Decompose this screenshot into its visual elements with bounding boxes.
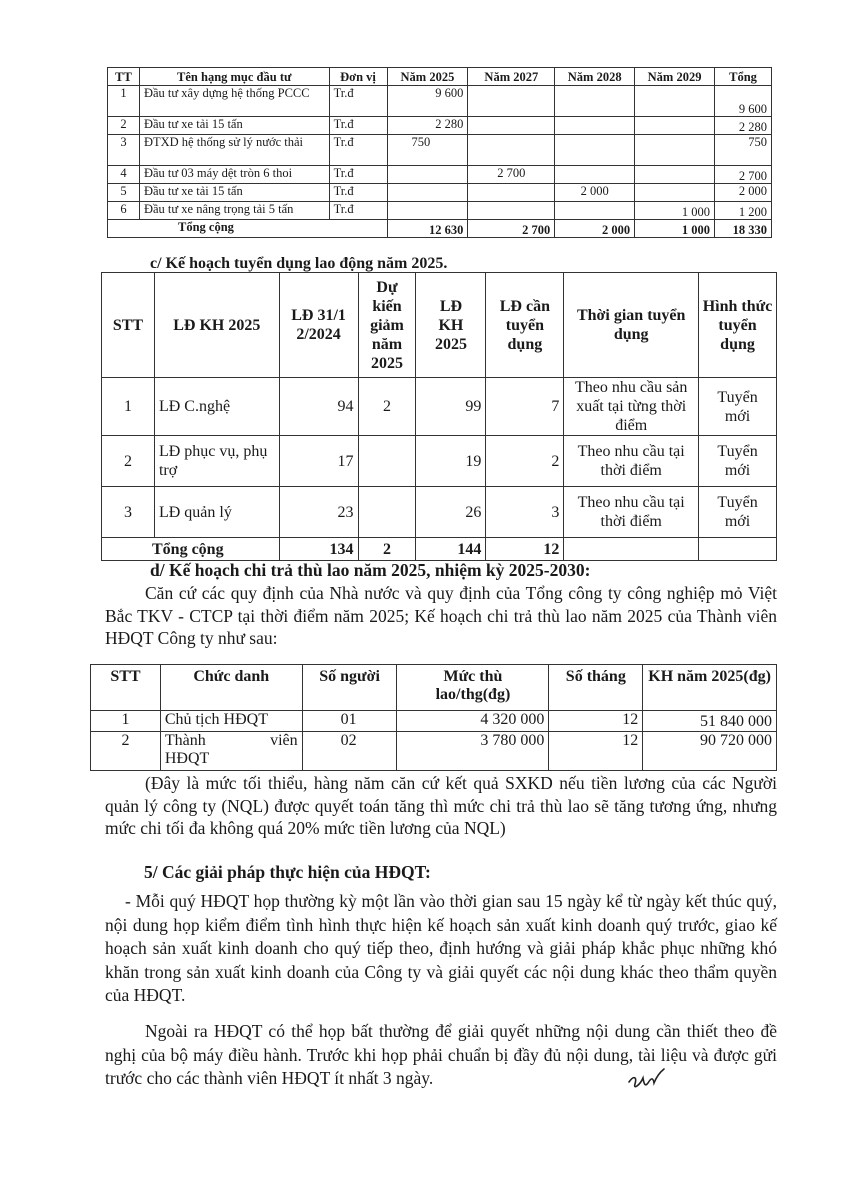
table-cell bbox=[564, 538, 699, 561]
table-cell: Tuyển mới bbox=[699, 487, 777, 538]
role-text: viên bbox=[270, 732, 298, 749]
table-cell: Đầu tư xe tải 15 tấn bbox=[139, 184, 329, 202]
column-header: LĐ cần tuyển dụng bbox=[486, 273, 564, 378]
table-header-row bbox=[91, 665, 777, 711]
table-cell: 2 280 bbox=[715, 117, 772, 135]
table-cell: Đầu tư xây dựng hệ thống PCCC bbox=[139, 86, 329, 117]
table-cell bbox=[635, 135, 715, 166]
table-cell: Đầu tư xe tải 15 tấn bbox=[139, 117, 329, 135]
table-cell: Theo nhu cầu tại thời điểm bbox=[564, 436, 699, 487]
table-cell: 750 bbox=[715, 135, 772, 166]
section-c-title: c/ Kế hoạch tuyển dụng lao động năm 2025. bbox=[150, 255, 448, 272]
table-cell: 99 bbox=[416, 378, 486, 436]
table-row bbox=[91, 732, 777, 771]
column-header: STT bbox=[102, 273, 155, 378]
table-row bbox=[108, 117, 772, 135]
table-cell: LĐ C.nghệ bbox=[154, 378, 279, 436]
table-cell bbox=[358, 436, 416, 487]
table-cell: 1 bbox=[108, 86, 140, 117]
column-header: Số tháng bbox=[549, 665, 643, 711]
table-cell: 6 bbox=[108, 202, 140, 220]
table-header-row bbox=[102, 273, 777, 378]
column-header: Hình thức tuyển dụng bbox=[699, 273, 777, 378]
section-d-title: d/ Kế hoạch chi trả thù lao năm 2025, nhiệm kỳ 2025-2030: bbox=[150, 560, 591, 580]
table-cell: 2 000 bbox=[555, 220, 635, 238]
table-cell: Chủ tịch HĐQT bbox=[160, 711, 302, 732]
column-header: Chức danh bbox=[160, 665, 302, 711]
table-header-row bbox=[108, 68, 772, 86]
table-cell: 1 bbox=[91, 711, 161, 732]
section-5-paragraph-2: Ngoài ra HĐQT có thể họp bất thường để giải quyết những nội dung cần thiết theo đề nghị của bộ máy điều hành. Trước khi họp phải chuẩn bị đầy đủ nội dung, tài liệu và được gửi trước cho các thành viên HĐQT ít nhất 3 ngày. bbox=[105, 1021, 777, 1088]
table-cell: 12 bbox=[486, 538, 564, 561]
table-cell: Theo nhu cầu sản xuất tại từng thời điểm bbox=[564, 378, 699, 436]
table-cell bbox=[358, 487, 416, 538]
column-header: Tên hạng mục đầu tư bbox=[139, 68, 329, 86]
table-cell bbox=[555, 202, 635, 220]
table-cell: 2 bbox=[358, 538, 416, 561]
table-cell: 2 700 bbox=[715, 166, 772, 184]
section-d-intro: Căn cứ các quy định của Nhà nước và quy định của Tổng công ty công nghiệp mỏ Việt Bắc TKV - CTCP tại thời điểm năm 2025; Kế hoạch chi trả thù lao năm 2025 của Thành viên HĐQT Công ty như sau: bbox=[105, 583, 777, 648]
table-cell: 1 200 bbox=[715, 202, 772, 220]
column-header: Dự kiến giảm năm 2025 bbox=[358, 273, 416, 378]
table-cell: Theo nhu cầu tại thời điểm bbox=[564, 487, 699, 538]
table-cell: Tổng cộng bbox=[108, 220, 388, 238]
table-cell: 2 000 bbox=[715, 184, 772, 202]
table-cell bbox=[555, 86, 635, 117]
table-cell: LĐ phục vụ, phụ trợ bbox=[154, 436, 279, 487]
table-cell: 3 bbox=[486, 487, 564, 538]
table-row bbox=[91, 711, 777, 732]
table-row bbox=[102, 436, 777, 487]
investment-table bbox=[107, 67, 772, 238]
table-cell bbox=[468, 117, 555, 135]
table-cell: 02 bbox=[302, 732, 397, 771]
section-5-title: 5/ Các giải pháp thực hiện của HĐQT: bbox=[144, 862, 431, 882]
table-cell bbox=[555, 135, 635, 166]
table-cell: 1 bbox=[102, 378, 155, 436]
table-cell: 750 bbox=[387, 135, 468, 166]
table-cell: 2 000 bbox=[555, 184, 635, 202]
table-cell bbox=[468, 202, 555, 220]
table-row bbox=[102, 378, 777, 436]
table-cell: 23 bbox=[279, 487, 358, 538]
table-cell: 144 bbox=[416, 538, 486, 561]
table-row bbox=[102, 487, 777, 538]
table-cell: 26 bbox=[416, 487, 486, 538]
column-header: LĐ 31/12/2024 bbox=[279, 273, 358, 378]
table-row bbox=[108, 202, 772, 220]
table-cell: Tr.đ bbox=[329, 117, 387, 135]
table-total-row bbox=[108, 220, 772, 238]
table-cell bbox=[387, 166, 468, 184]
table-cell bbox=[468, 135, 555, 166]
table-cell: Tr.đ bbox=[329, 86, 387, 117]
table-cell: Tổng cộng bbox=[102, 538, 280, 561]
table-cell: 19 bbox=[416, 436, 486, 487]
column-header: Năm 2025 bbox=[387, 68, 468, 86]
column-header: Mức thù lao/thg(đg) bbox=[397, 665, 549, 711]
section-d-note: (Đây là mức tối thiểu, hàng năm căn cứ kết quả SXKD nếu tiền lương của các Người quản lý công ty (NQL) được quyết toán tăng thì mức chi trả thù lao sẽ tăng tương ứng, nhưng mức chi tối đa không quá 20% mức tiền lương của NQL) bbox=[105, 773, 777, 838]
table-row bbox=[108, 166, 772, 184]
table-row bbox=[108, 135, 772, 166]
column-header: Năm 2027 bbox=[468, 68, 555, 86]
column-header: LĐ KH 2025 bbox=[154, 273, 279, 378]
table-cell: 2 bbox=[358, 378, 416, 436]
remuneration-table bbox=[90, 664, 777, 771]
table-cell: 3 bbox=[108, 135, 140, 166]
table-cell: 12 bbox=[549, 711, 643, 732]
column-header: Đơn vị bbox=[329, 68, 387, 86]
column-header: Tổng bbox=[715, 68, 772, 86]
table-cell bbox=[555, 166, 635, 184]
table-cell: 17 bbox=[279, 436, 358, 487]
table-row bbox=[108, 86, 772, 117]
table-cell bbox=[387, 184, 468, 202]
table-cell: Tr.đ bbox=[329, 135, 387, 166]
column-header: STT bbox=[91, 665, 161, 711]
table-cell: ĐTXD hệ thống sử lý nước thải bbox=[139, 135, 329, 166]
table-cell: 3 780 000 bbox=[397, 732, 549, 771]
labour-plan-table bbox=[101, 272, 777, 561]
role-text: Thành bbox=[164, 732, 206, 749]
table-cell: Tr.đ bbox=[329, 166, 387, 184]
table-cell bbox=[635, 86, 715, 117]
table-cell: 2 bbox=[486, 436, 564, 487]
table-cell bbox=[635, 184, 715, 202]
table-cell: 12 bbox=[549, 732, 643, 771]
table-cell: Tuyển mới bbox=[699, 436, 777, 487]
table-cell: 2 bbox=[102, 436, 155, 487]
table-cell: 4 bbox=[108, 166, 140, 184]
table-cell: 51 840 000 bbox=[643, 711, 777, 732]
table-cell: Tr.đ bbox=[329, 202, 387, 220]
table-cell: 9 600 bbox=[715, 86, 772, 117]
table-cell bbox=[468, 184, 555, 202]
table-cell bbox=[699, 538, 777, 561]
table-cell: 12 630 bbox=[387, 220, 468, 238]
table-cell: 2 bbox=[91, 732, 161, 771]
table-cell: 7 bbox=[486, 378, 564, 436]
table-cell: 4 320 000 bbox=[397, 711, 549, 732]
column-header: Thời gian tuyển dụng bbox=[564, 273, 699, 378]
table-cell: 90 720 000 bbox=[643, 732, 777, 771]
table-cell: 3 bbox=[102, 487, 155, 538]
table-cell: 94 bbox=[279, 378, 358, 436]
table-cell: 1 000 bbox=[635, 220, 715, 238]
table-cell: 2 700 bbox=[468, 220, 555, 238]
role-text: HĐQT bbox=[164, 750, 210, 767]
column-header: Năm 2028 bbox=[555, 68, 635, 86]
table-cell: Đầu tư xe nâng trọng tải 5 tấn bbox=[139, 202, 329, 220]
table-cell: LĐ quản lý bbox=[154, 487, 279, 538]
table-cell bbox=[387, 202, 468, 220]
table-total-row bbox=[102, 538, 777, 561]
column-header: KH năm 2025(đg) bbox=[643, 665, 777, 711]
table-cell: 5 bbox=[108, 184, 140, 202]
column-header: Số người bbox=[302, 665, 397, 711]
signature-mark bbox=[626, 1066, 666, 1094]
table-cell: 2 700 bbox=[468, 166, 555, 184]
table-cell: 9 600 bbox=[387, 86, 468, 117]
table-cell: Đầu tư 03 máy dệt tròn 6 thoi bbox=[139, 166, 329, 184]
column-header: TT bbox=[108, 68, 140, 86]
table-cell bbox=[468, 86, 555, 117]
table-cell: 2 280 bbox=[387, 117, 468, 135]
table-cell: 18 330 bbox=[715, 220, 772, 238]
table-cell: 2 bbox=[108, 117, 140, 135]
table-cell bbox=[160, 732, 302, 771]
table-cell bbox=[635, 117, 715, 135]
table-cell: Tuyển mới bbox=[699, 378, 777, 436]
table-cell: Tr.đ bbox=[329, 184, 387, 202]
table-cell: 01 bbox=[302, 711, 397, 732]
table-cell: 1 000 bbox=[635, 202, 715, 220]
table-cell bbox=[635, 166, 715, 184]
section-5-paragraph-1: - Mỗi quý HĐQT họp thường kỳ một lần vào thời gian sau 15 ngày kể từ ngày kết thúc quý, nội dung họp kiểm điểm tình hình thực hiện kế hoạch sản xuất kinh doanh quý trước, giao kế hoạch sản xuất kinh doanh cho quý tiếp theo, định hướng và giải pháp khắc phục những khó khăn trong sản xuất kinh doanh của Công ty và giải quyết các nội dung khác theo thẩm quyền của HĐQT. bbox=[105, 891, 777, 1005]
column-header: LĐ KH 2025 bbox=[416, 273, 486, 378]
table-cell: 134 bbox=[279, 538, 358, 561]
table-row bbox=[108, 184, 772, 202]
table-cell bbox=[555, 117, 635, 135]
column-header: Năm 2029 bbox=[635, 68, 715, 86]
